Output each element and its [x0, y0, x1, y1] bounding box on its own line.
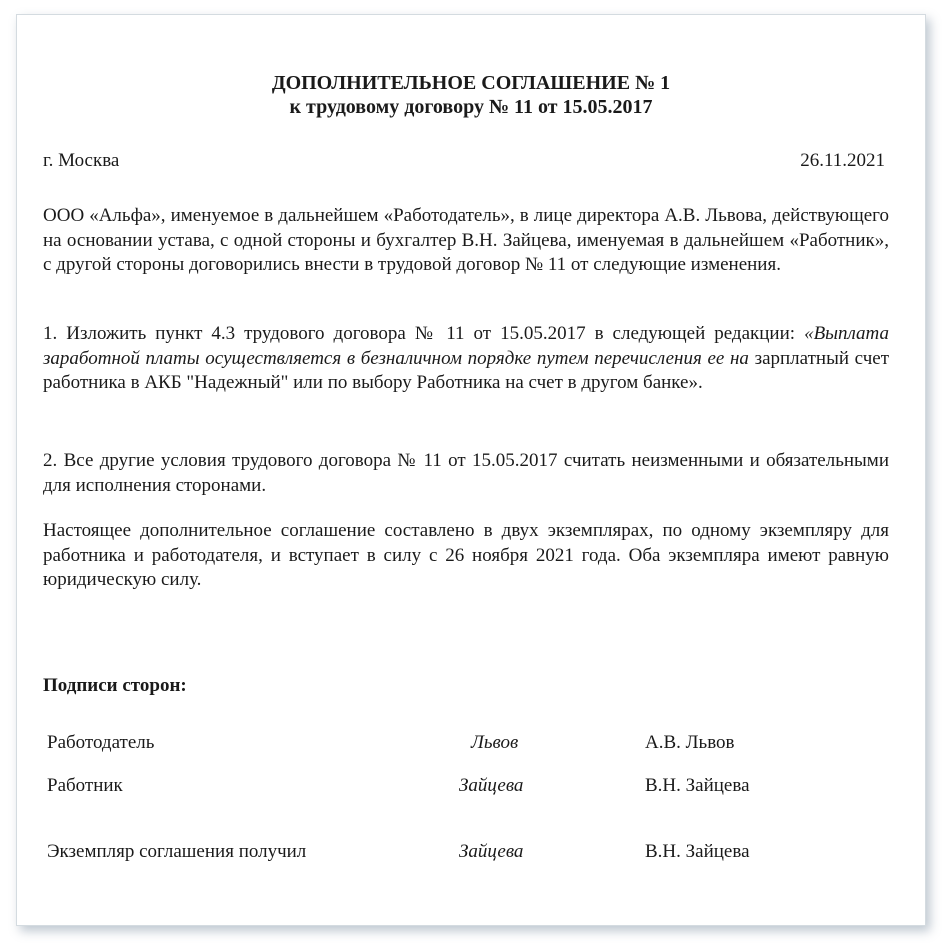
document-subtitle: к трудовому договору № 11 от 15.05.2017 [289, 96, 653, 118]
signatory-name: А.В. Львов [645, 732, 735, 753]
handwritten-signature: Зайцева [459, 775, 524, 796]
final-paragraph: Настоящее дополнительное соглашение составлено в двух экземплярах, по одному экземпляру для работника и работодателя, и вступает в силу с 26 ноября 2021 года. Оба экземпляра имеют равную юридическую силу. [43, 520, 889, 590]
item-2-paragraph: 2. Все другие условия трудового договора № 11 от 15.05.2017 считать неизменными и обязательными для исполнения сторонами. [43, 450, 889, 496]
item-1-quote-italic: «Выплата заработной платы осуществляется в безналичном порядке путем перечисления ее на [43, 323, 890, 369]
document-title: ДОПОЛНИТЕЛЬНОЕ СОГЛАШЕНИЕ № 1 [271, 72, 671, 94]
item-1-lead: 1. Изложить пункт 4.3 трудового договора № 11 от 15.05.2017 в следующей редакции: [43, 323, 796, 344]
item-1-quote-rest: зарплатный счет работника в АКБ "Надежный" или по выбору Работника на счет в другом банке». [43, 347, 890, 393]
signatory-name: В.Н. Зайцева [645, 841, 750, 862]
signature-role: Работник [47, 775, 123, 796]
document-date: 26.11.2021 [800, 150, 885, 171]
city: г. Москва [43, 150, 120, 171]
signatory-name: В.Н. Зайцева [645, 775, 750, 796]
signature-role: Экземпляр соглашения получил [47, 841, 307, 862]
item-1-paragraph [43, 322, 889, 396]
signatures-heading: Подписи сторон: [43, 675, 187, 696]
intro-paragraph: ООО «Альфа», именуемое в дальнейшем «Работодатель», в лице директора А.В. Львова, действующего на основании устава, с одной стороны и бухгалтер В.Н. Зайцева, именуемая в дальнейшем «Работник», с другой стороны договорились внести в трудовой договор № 11 от следующие изменения. [43, 205, 889, 275]
place-date-row [43, 149, 885, 173]
handwritten-signature: Львов [471, 732, 519, 753]
handwritten-signature: Зайцева [459, 841, 524, 862]
document-page [16, 14, 926, 926]
signature-role: Работодатель [47, 732, 155, 753]
